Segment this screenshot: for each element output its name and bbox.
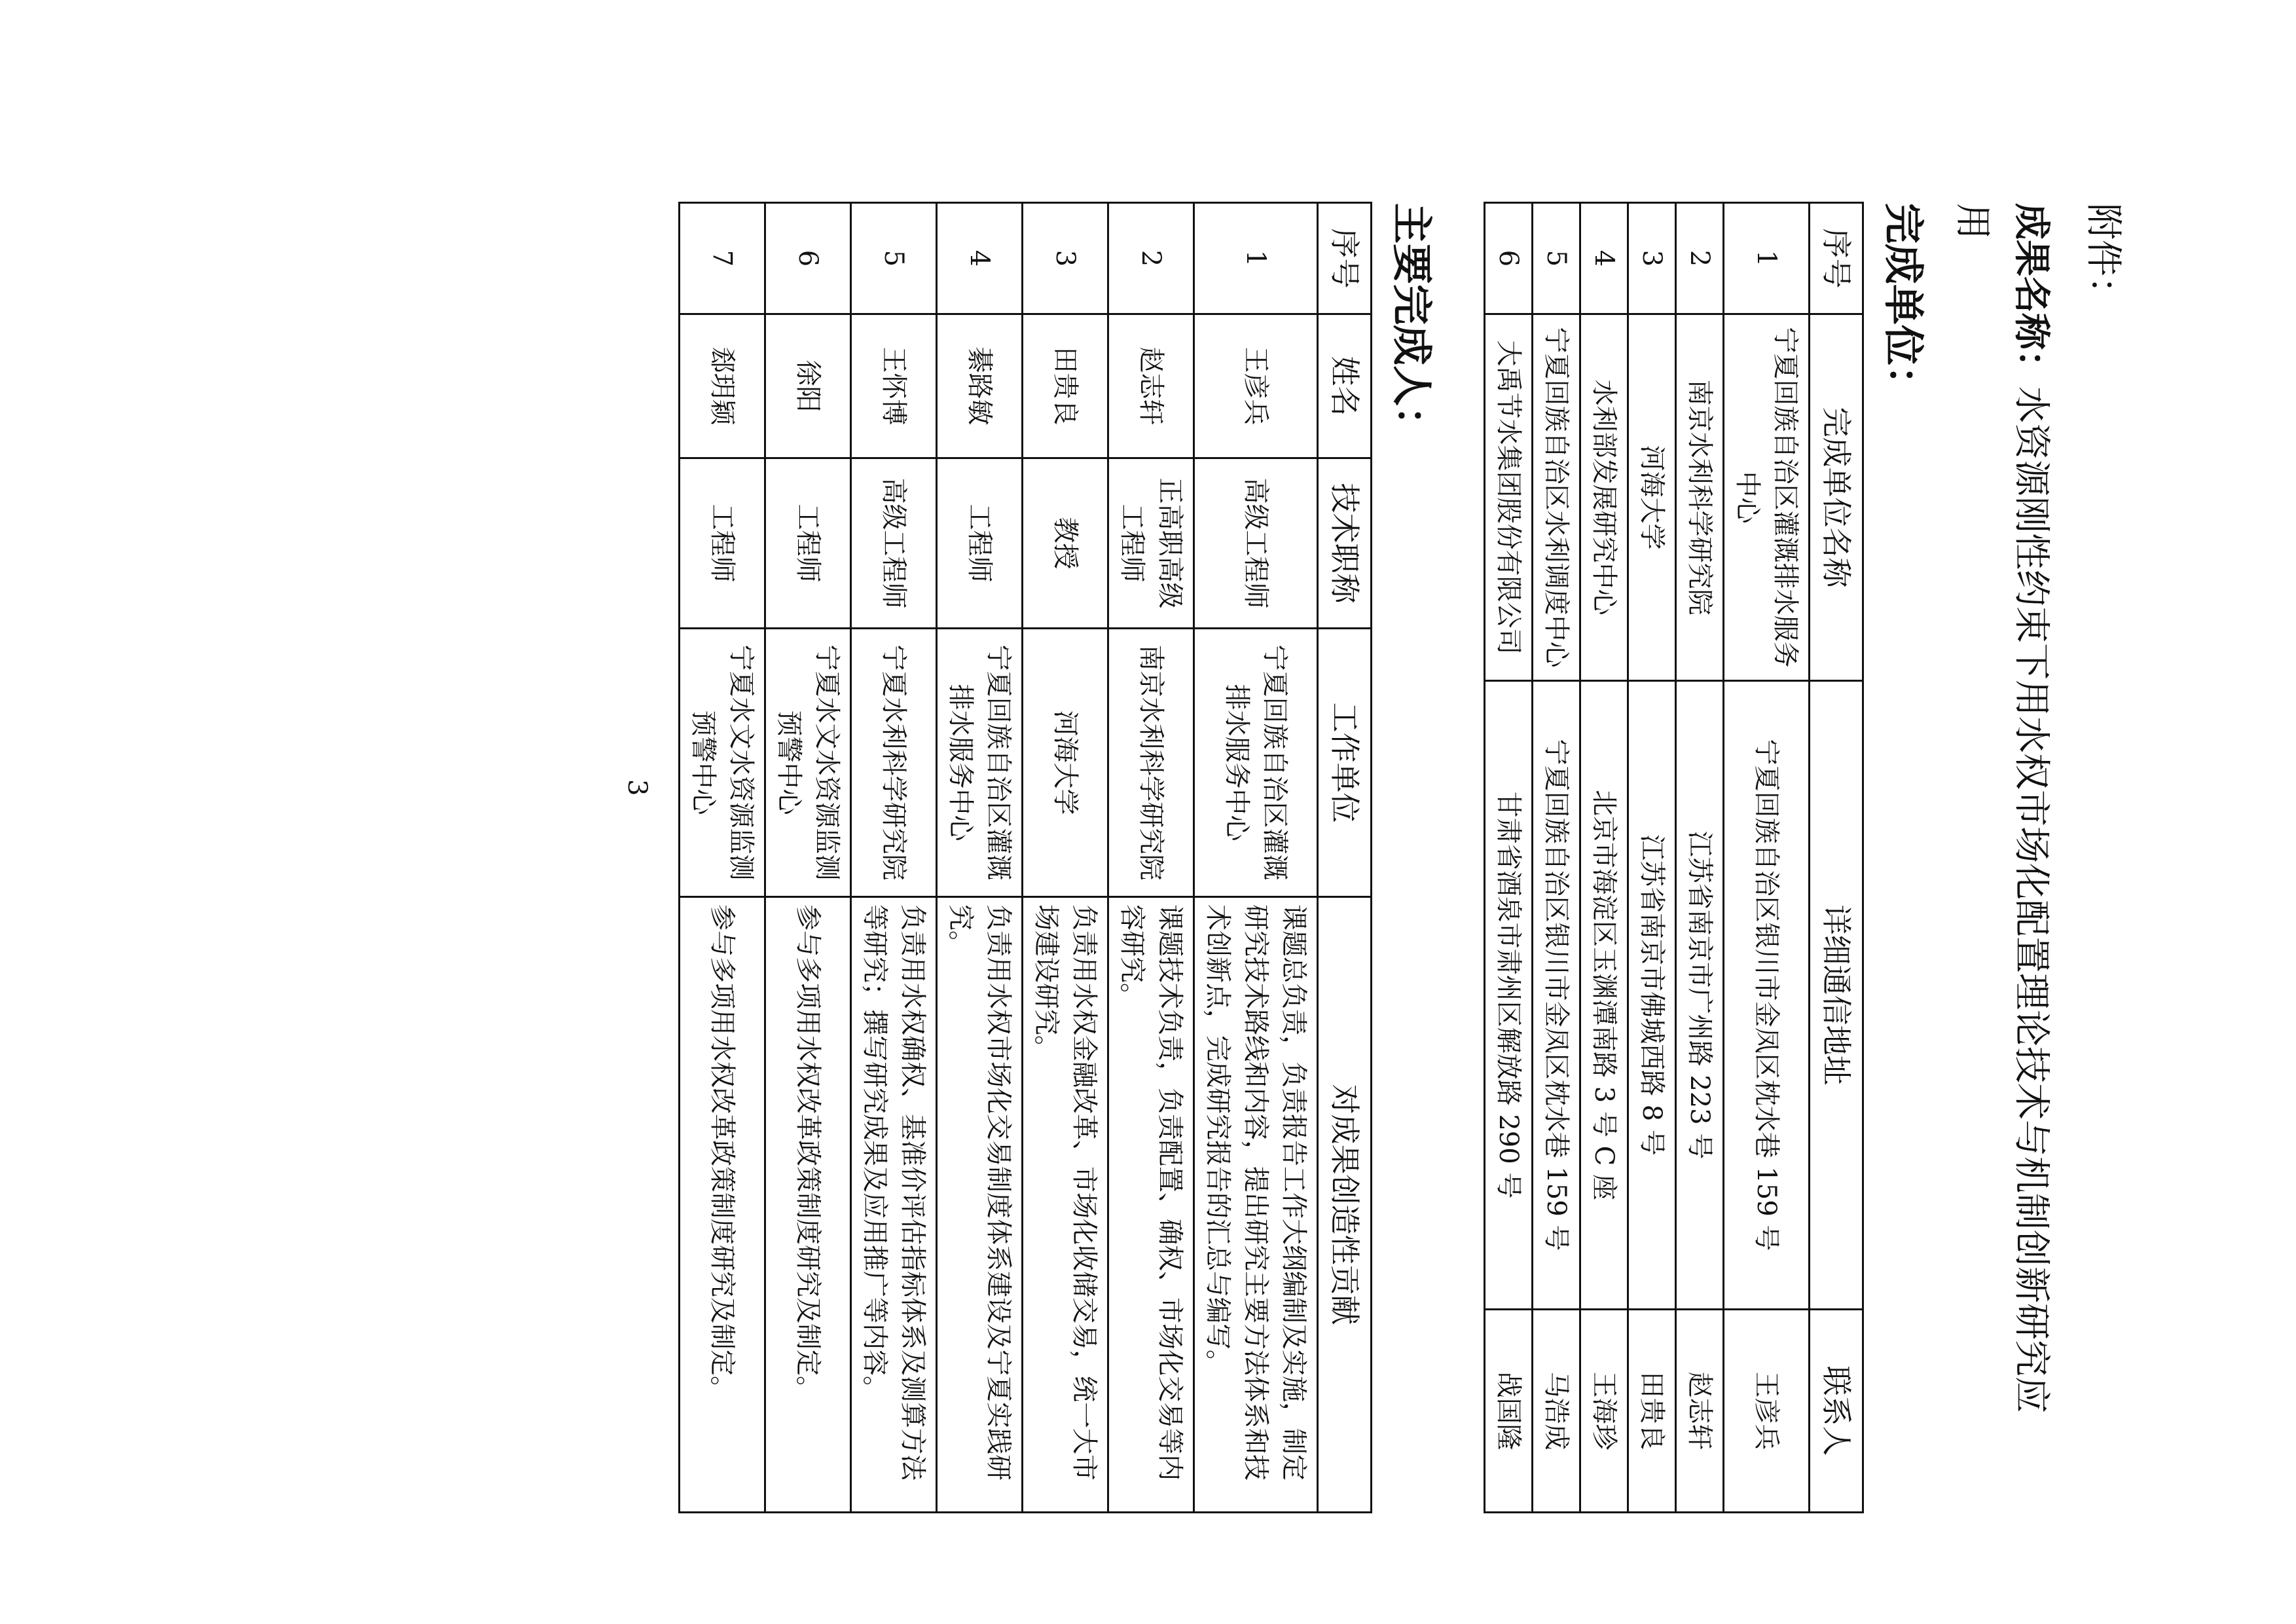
- units-cell: 田贵良: [1628, 1310, 1676, 1513]
- people-cell: 赵志轩: [1108, 314, 1194, 458]
- units-cell: 江苏省南京市广州路 223 号: [1676, 681, 1724, 1310]
- people-cell: 6: [765, 203, 851, 314]
- people-header-row: [1318, 203, 1372, 1513]
- people-cell: 负责用水权市场化交易制度体系建设及宁夏实践研究。: [937, 897, 1023, 1513]
- units-cell: 宁夏回族自治区银川市金凤区枕水巷 159 号: [1724, 681, 1810, 1310]
- table-row: [1194, 203, 1318, 1513]
- table-row: [1023, 203, 1108, 1513]
- people-cell: 河海大学: [1023, 629, 1108, 897]
- people-cell: 5: [851, 203, 937, 314]
- people-cell: 课题技术负责，负责配置、确权、市场化交易等内容研究。: [1108, 897, 1194, 1513]
- units-heading: 完成单位：: [1880, 203, 1927, 407]
- units-table: [1484, 202, 1864, 1513]
- units-col-header: 联系人: [1810, 1310, 1863, 1513]
- people-cell: 宁夏回族自治区灌溉排水服务中心: [937, 629, 1023, 897]
- people-cell: 2: [1108, 203, 1194, 314]
- units-cell: 王海珍: [1580, 1310, 1628, 1513]
- units-cell: 北京市海淀区玉渊潭南路 3 号 C 座: [1580, 681, 1628, 1310]
- people-col-header: 技术职称: [1318, 458, 1372, 629]
- table-row: [1533, 203, 1580, 1513]
- units-cell: 4: [1580, 203, 1628, 314]
- title-value: 水资源刚性约束下用水权市场化配置理论技术与机制创新研究应用: [1951, 203, 2052, 1413]
- units-cell: 赵志轩: [1676, 1310, 1724, 1513]
- units-cell: 6: [1485, 203, 1533, 314]
- people-cell: 课题总负责，负责报告工作大纲编制及实施，制定研究技术路线和内容，提出研究主要方法体系和技术创新点，完成研究报告的汇总与编写。: [1194, 897, 1318, 1513]
- units-cell: 5: [1533, 203, 1580, 314]
- people-cell: 负责用水权确权、基准价评估指标体系及测算方法等研究；撰写研究成果及应用推广等内容。: [851, 897, 937, 1513]
- units-header-row: [1810, 203, 1863, 1513]
- people-cell: 田贵良: [1023, 314, 1108, 458]
- people-cell: 王彦兵: [1194, 314, 1318, 458]
- table-row: [680, 203, 765, 1513]
- units-cell: 宁夏回族自治区水利调度中心: [1533, 314, 1580, 681]
- people-cell: 3: [1023, 203, 1108, 314]
- units-col-header: 详细通信地址: [1810, 681, 1863, 1310]
- people-cell: 工程师: [937, 458, 1023, 629]
- units-cell: 江苏省南京市佛城西路 8 号: [1628, 681, 1676, 1310]
- table-row: [1485, 203, 1533, 1513]
- people-cell: 参与多项用水权改革政策制度研究及制定。: [680, 897, 765, 1513]
- units-cell: 宁夏回族自治区银川市金凤区枕水巷 159 号: [1533, 681, 1580, 1310]
- units-cell: 大禹节水集团股份有限公司: [1485, 314, 1533, 681]
- people-cell: 1: [1194, 203, 1318, 314]
- people-cell: 4: [937, 203, 1023, 314]
- table-row: [1724, 203, 1810, 1513]
- units-cell: 战国隆: [1485, 1310, 1533, 1513]
- people-cell: 工程师: [765, 458, 851, 629]
- people-col-header: 对成果创造性贡献: [1318, 897, 1372, 1513]
- people-cell: 王怀博: [851, 314, 937, 458]
- people-cell: 宁夏水文水资源监测预警中心: [765, 629, 851, 897]
- people-cell: 参与多项用水权改革政策制度研究及制定。: [765, 897, 851, 1513]
- units-cell: 马浩成: [1533, 1310, 1580, 1513]
- table-row: [851, 203, 937, 1513]
- units-col-header: 完成单位名称: [1810, 314, 1863, 681]
- people-cell: 高级工程师: [1194, 458, 1318, 629]
- people-col-header: 姓名: [1318, 314, 1372, 458]
- people-col-header: 工作单位: [1318, 629, 1372, 897]
- people-cell: 高级工程师: [851, 458, 937, 629]
- units-col-header: 序号: [1810, 203, 1863, 314]
- achievement-title: [1943, 203, 2060, 1447]
- people-table: [678, 202, 1372, 1513]
- people-cell: 宁夏回族自治区灌溉排水服务中心: [1194, 629, 1318, 897]
- title-label: 成果名称：: [2010, 203, 2053, 386]
- units-cell: 南京水利科学研究院: [1676, 314, 1724, 681]
- people-cell: 徐阳: [765, 314, 851, 458]
- units-cell: 河海大学: [1628, 314, 1676, 681]
- units-cell: 宁夏回族自治区灌溉排水服务中心: [1724, 314, 1810, 681]
- people-cell: 綦路敏: [937, 314, 1023, 458]
- people-cell: 7: [680, 203, 765, 314]
- people-cell: 正高职高级工程师: [1108, 458, 1194, 629]
- people-col-header: 序号: [1318, 203, 1372, 314]
- people-cell: 教授: [1023, 458, 1108, 629]
- people-cell: 郄玥颖: [680, 314, 765, 458]
- people-cell: 宁夏水利科学研究院: [851, 629, 937, 897]
- page-number: 3: [622, 779, 652, 796]
- people-heading: 主要完成人：: [1388, 203, 1436, 447]
- table-row: [765, 203, 851, 1513]
- people-cell: 宁夏水文水资源监测预警中心: [680, 629, 765, 897]
- table-row: [1628, 203, 1676, 1513]
- table-row: [937, 203, 1023, 1513]
- units-cell: 王彦兵: [1724, 1310, 1810, 1513]
- attachment-label: 附件：: [2082, 203, 2124, 313]
- table-row: [1676, 203, 1724, 1513]
- people-cell: 南京水利科学研究院: [1108, 629, 1194, 897]
- units-cell: 2: [1676, 203, 1724, 314]
- units-cell: 1: [1724, 203, 1810, 314]
- units-cell: 水利部发展研究中心: [1580, 314, 1628, 681]
- units-cell: 甘肃省酒泉市肃州区解放路 290 号: [1485, 681, 1533, 1310]
- units-cell: 3: [1628, 203, 1676, 314]
- table-row: [1580, 203, 1628, 1513]
- table-row: [1108, 203, 1194, 1513]
- people-cell: 负责用水权金融改革、市场化收储交易，统一大市场建设研究。: [1023, 897, 1108, 1513]
- people-cell: 工程师: [680, 458, 765, 629]
